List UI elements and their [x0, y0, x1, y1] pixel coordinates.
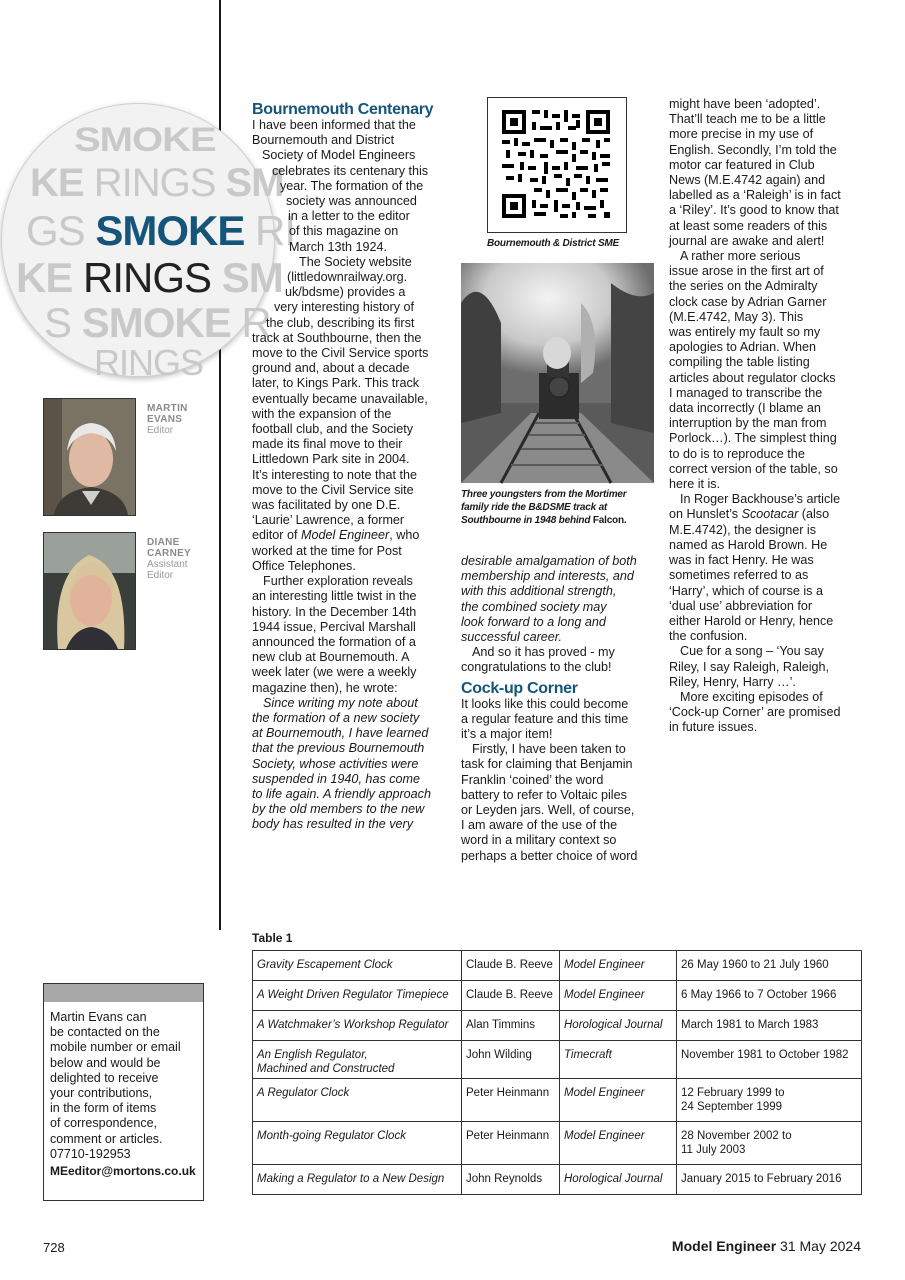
staff-name-martin: MARTIN EVANS: [147, 403, 188, 425]
table-row: [253, 981, 862, 1011]
contact-line: comment or articles.: [50, 1131, 163, 1146]
body-line: ‘Cock-up Corner’ are promised: [669, 705, 841, 720]
column-3: [669, 97, 869, 736]
body-line: editor of Model Engineer, who: [252, 528, 420, 543]
table-cell-title: A Watchmaker’s Workshop Regulator: [253, 1011, 462, 1041]
body-line: in a letter to the editor: [288, 209, 410, 224]
contact-line: below and would be: [50, 1055, 161, 1070]
body-line: eventually became unavailable,: [252, 391, 428, 406]
body-line: Society of Model Engineers: [262, 148, 416, 163]
table-cell-publication: Horological Journal: [560, 1011, 677, 1041]
table-row: [253, 1122, 862, 1165]
table-row: [253, 1041, 862, 1079]
body-line: I have been informed that the: [252, 118, 416, 132]
quote-line: by the old members to the new: [252, 802, 425, 817]
body-line: interruption by the man from: [669, 416, 827, 431]
logo-row-6: RINGS: [94, 342, 204, 383]
body-line: ‘dual use’ abbreviation for: [669, 598, 813, 613]
table-cell-author: John Wilding: [462, 1041, 560, 1079]
body-line: magazine then), he wrote:: [252, 680, 398, 695]
body-line: I am aware of the use of the: [461, 818, 618, 833]
body-line: That’ll teach me to be a little: [669, 112, 826, 127]
body-line: Cue for a song – ‘You say: [680, 644, 824, 659]
body-line: congratulations to the club!: [461, 660, 612, 675]
body-line: the series on the Admiralty: [669, 279, 818, 294]
body-line: was entirely my fault so my: [669, 325, 821, 340]
body-line: March 13th 1924.: [289, 239, 388, 254]
body-line: celebrates its centenary this: [272, 163, 429, 178]
contact-line: mobile number or email: [50, 1040, 181, 1055]
table-cell-dates: 26 May 1960 to 21 July 1960: [677, 951, 862, 981]
body-line: ground and, about a decade: [252, 361, 410, 376]
table-cell-publication: Model Engineer: [560, 981, 677, 1011]
staff-role-martin: Editor: [147, 425, 174, 436]
portrait-image: [44, 399, 135, 515]
table-cell-title: An English Regulator, Machined and Constructed: [253, 1041, 462, 1079]
body-line: to do is to reproduce the: [669, 446, 805, 461]
body-line: named as Harold Brown. He: [669, 537, 828, 552]
body-line: 1944 issue, Percival Marshall: [252, 619, 416, 634]
table-cell-dates: January 2015 to February 2016: [677, 1165, 862, 1195]
body-line: In Roger Backhouse’s article: [680, 492, 841, 507]
body-line: Office Telephones.: [252, 558, 356, 573]
body-line: was in fact Henry. He was: [669, 553, 814, 568]
body-line: on Hunslet’s Scootacar (also: [669, 507, 830, 522]
qr-code-image: [488, 98, 624, 230]
quote-line: successful career.: [461, 630, 563, 645]
contact-line: delighted to receive: [50, 1070, 159, 1085]
table-cell-author: Peter Heinmann: [462, 1079, 560, 1122]
body-line: apologies to Adrian. When: [669, 340, 817, 355]
contact-line: be contacted on the: [50, 1025, 160, 1040]
logo-row-3: GS SMOKE RI: [26, 207, 296, 254]
table-cell-author: Claude B. Reeve: [462, 951, 560, 981]
table-cell-title: A Regulator Clock: [253, 1079, 462, 1122]
martin-evans-photo: [43, 398, 136, 516]
contact-email-link[interactable]: MEeditor@mortons.co.uk: [50, 1164, 196, 1179]
quote-line: that the previous Bournemouth: [252, 741, 425, 756]
table-cell-author: John Reynolds: [462, 1165, 560, 1195]
quote-line: membership and interests, and: [461, 569, 634, 584]
body-line: (littledownrailway.org.: [287, 270, 408, 285]
body-line: made its final move to their: [252, 437, 403, 452]
table-cell-dates: March 1981 to March 1983: [677, 1011, 862, 1041]
body-line: year. The formation of the: [280, 178, 424, 193]
body-line: new club at Bournemouth. A: [252, 650, 410, 665]
logo-row-1: SMOKE: [74, 121, 216, 159]
body-line: might have been ‘adopted’.: [669, 97, 821, 111]
body-line: a ‘Riley’. It’s good to know that: [669, 203, 839, 218]
quote-line: at Bournemouth, I have learned: [252, 726, 429, 741]
railway-photo: [461, 263, 654, 483]
body-line: a regular feature and this time: [461, 711, 629, 726]
body-line: football club, and the Society: [252, 422, 414, 437]
body-line: Bournemouth and District: [252, 133, 395, 148]
body-line: Firstly, I have been taken to: [472, 742, 626, 757]
body-line: the club, describing its first: [266, 315, 415, 330]
body-line: week later (we were a weekly: [252, 665, 417, 680]
page-number: 728: [43, 1240, 65, 1255]
body-line: track at Southbourne, then the: [252, 330, 422, 345]
body-line: in future issues.: [669, 720, 758, 735]
table-cell-dates: November 1981 to October 1982: [677, 1041, 862, 1079]
body-line: English. Secondly, I’m told the: [669, 142, 837, 157]
table-cell-publication: Horological Journal: [560, 1165, 677, 1195]
photo-caption: Three youngsters from the Mortimer family ride the B&DSME track at Southbourne in 1948 behind Falcon.: [461, 489, 627, 526]
body-line: I managed to transcribe the: [669, 385, 823, 400]
body-line: very interesting history of: [274, 300, 414, 315]
body-line: More exciting episodes of: [680, 689, 823, 704]
table-row: [253, 1165, 862, 1195]
body-line: uk/bdsme) provides a: [285, 285, 406, 300]
table-row: [253, 1079, 862, 1122]
table-cell-author: Claude B. Reeve: [462, 981, 560, 1011]
body-line: The Society website: [299, 254, 412, 269]
table-cell-publication: Model Engineer: [560, 1079, 677, 1122]
body-line: society was announced: [286, 194, 417, 209]
body-line: either Harold or Henry, hence: [669, 613, 834, 628]
table-cell-dates: 28 November 2002 to 11 July 2003: [677, 1122, 862, 1165]
quote-line: the combined society may: [461, 599, 607, 614]
qr-caption: Bournemouth & District SME: [487, 238, 620, 249]
body-line: or Leyden jars. Well, of course,: [461, 803, 635, 818]
table-row: [253, 1011, 862, 1041]
logo-row-2: KE RINGS SM: [30, 161, 284, 205]
table-cell-author: Alan Timmins: [462, 1011, 560, 1041]
body-line: the confusion.: [669, 629, 748, 644]
logo-row-5: S SMOKE R: [44, 299, 271, 346]
staff-role-diane: Assistant Editor: [147, 559, 188, 581]
contact-box-header-bar: [44, 984, 203, 1002]
quote-line: look forward to a long and: [461, 614, 606, 629]
body-line: It looks like this could become: [461, 696, 629, 711]
regulator-clock-table: [252, 950, 862, 1195]
table-cell-dates: 12 February 1999 to 24 September 1999: [677, 1079, 862, 1122]
contact-phone: 07710-192953: [50, 1146, 131, 1161]
quote-line: with this additional strength,: [461, 584, 617, 599]
body-line: was facilitated by one D.E.: [252, 498, 401, 513]
body-line: Riley, Henry, Harry …’.: [669, 674, 796, 689]
body-line: sometimes referred to as: [669, 568, 809, 583]
contact-line: Martin Evans can: [50, 1010, 147, 1024]
body-line: with the expansion of the: [252, 406, 392, 421]
body-line: ‘Laurie’ Lawrence, a former: [252, 513, 405, 528]
diane-carney-photo: [43, 532, 136, 650]
column-1: [252, 101, 452, 833]
table-cell-title: Month-going Regulator Clock: [253, 1122, 462, 1165]
quote-line: Since writing my note about: [263, 695, 418, 710]
railway-photo-image: [461, 263, 654, 483]
quote-line: body has resulted in the very: [252, 817, 414, 832]
table-cell-author: Peter Heinmann: [462, 1122, 560, 1165]
table-cell-dates: 6 May 1966 to 7 October 1966: [677, 981, 862, 1011]
logo-row-4: KE RINGS SM: [16, 254, 283, 301]
body-line: it’s a major item!: [461, 727, 553, 742]
table-row: [253, 951, 862, 981]
body-line: clock case by Adrian Garner: [669, 294, 827, 309]
body-line: move to the Civil Service site: [252, 482, 414, 497]
portrait-image: [44, 533, 135, 649]
body-line: A rather more serious: [680, 249, 801, 264]
body-line: Littledown Park site in 2004.: [252, 452, 410, 467]
body-line: word in a military context so: [461, 833, 617, 848]
body-line: announced the formation of a: [252, 634, 416, 649]
body-line: correct version of the table, so: [669, 461, 838, 476]
body-line: an interesting little twist in the: [252, 589, 417, 604]
quote-line: Society, whose activities were: [252, 756, 419, 771]
table-cell-publication: Model Engineer: [560, 1122, 677, 1165]
table-label: Table 1: [252, 931, 293, 945]
body-line: perhaps a better choice of word: [461, 848, 638, 863]
body-line: M.E.4742), the designer is: [669, 522, 817, 537]
body-line: move to the Civil Service sports: [252, 346, 429, 361]
contact-line: your contributions,: [50, 1086, 153, 1101]
body-line: issue arose in the first art of: [669, 264, 824, 279]
body-line: (M.E.4742, May 3). This: [669, 309, 804, 324]
column-2: [461, 554, 661, 864]
body-line: Porlock…). The simplest thing: [669, 431, 837, 446]
heading-cock-up-corner: Cock-up Corner: [461, 679, 578, 697]
table-cell-title: A Weight Driven Regulator Timepiece: [253, 981, 462, 1011]
body-line: here it is.: [669, 477, 721, 492]
staff-name-diane: DIANE CARNEY: [147, 537, 192, 559]
body-line: labelled as a ‘Raleigh’ is in fact: [669, 188, 841, 203]
contact-box: [43, 983, 204, 1201]
body-line: motor car featured in Club: [669, 157, 815, 172]
contact-line: of correspondence,: [50, 1116, 158, 1131]
table-cell-title: Making a Regulator to a New Design: [253, 1165, 462, 1195]
qr-code[interactable]: [487, 97, 627, 233]
table-cell-title: Gravity Escapement Clock: [253, 951, 462, 981]
body-line: articles about regulator clocks: [669, 370, 836, 385]
quote-line: desirable amalgamation of both: [461, 554, 637, 568]
body-line: And so it has proved - my: [472, 645, 615, 660]
contact-line: in the form of items: [50, 1101, 157, 1116]
quote-line: to life again. A friendly approach: [252, 786, 431, 801]
smoke-rings-logo: [1, 103, 296, 383]
body-line: Riley, I say Raleigh, Raleigh,: [669, 659, 830, 674]
body-line: ‘Harry’, which of course is a: [669, 583, 823, 598]
body-line: later, to Kings Park. This track: [252, 376, 420, 391]
body-line: of this magazine on: [289, 224, 399, 239]
body-line: more precise in my use of: [669, 127, 814, 142]
heading-bournemouth-centenary: Bournemouth Centenary: [252, 101, 434, 118]
body-line: It’s interesting to note that the: [252, 467, 417, 482]
body-line: history. In the December 14th: [252, 604, 417, 619]
magazine-footer: Model Engineer 31 May 2024: [671, 1238, 861, 1254]
body-line: Franklin ‘coined’ the word: [461, 772, 604, 787]
quote-line: the formation of a new society: [252, 710, 420, 725]
body-line: journal are awake and alert!: [669, 233, 825, 248]
quote-line: suspended in 1940, has come: [252, 771, 421, 786]
body-line: worked at the time for Post: [252, 543, 402, 558]
body-line: battery to refer to Voltaic piles: [461, 787, 627, 802]
body-line: at least some readers of this: [669, 218, 828, 233]
body-line: News (M.E.4742 again) and: [669, 173, 826, 188]
body-line: data incorrectly (I blame an: [669, 401, 821, 416]
body-line: task for claiming that Benjamin: [461, 757, 633, 772]
body-line: Further exploration reveals: [263, 574, 413, 589]
body-line: compiling the table listing: [669, 355, 810, 370]
table-cell-publication: Timecraft: [560, 1041, 677, 1079]
table-cell-publication: Model Engineer: [560, 951, 677, 981]
